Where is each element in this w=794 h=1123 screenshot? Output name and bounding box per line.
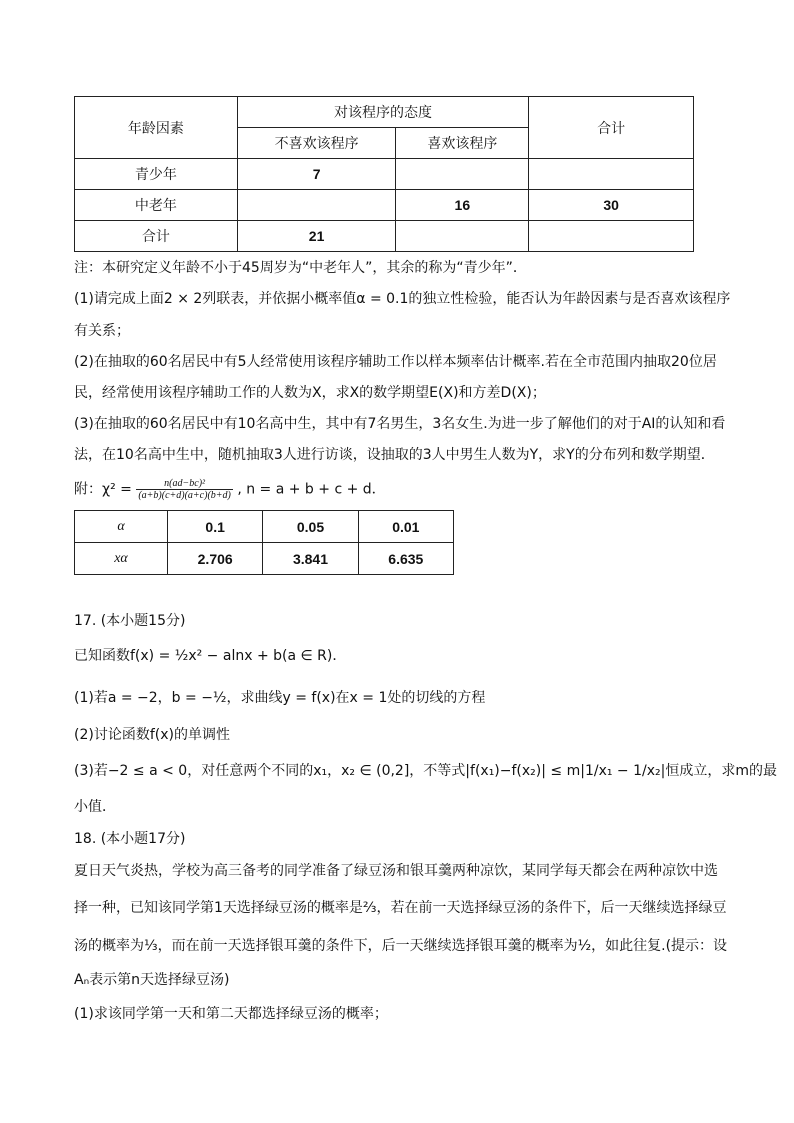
cell-like (396, 159, 529, 190)
problem-18-title: 18. (本小题17分) (74, 831, 186, 847)
problem-18-line4: Aₙ表示第n天选择绿豆汤) (74, 972, 230, 988)
formula-suffix: , n = a + b + c + d． (237, 481, 386, 498)
formula-denominator: (a+b)(c+d)(a+c)(b+d) (138, 490, 231, 501)
problem-18-line2: 择一种，已知该同学第1天选择绿豆汤的概率是⅔，若在前一天选择绿豆汤的条件下，后一天继续选择绿豆 (74, 900, 727, 916)
formula-numerator: n(ad−bc)² (136, 478, 233, 490)
row-label: 中老年 (75, 190, 238, 221)
x-alpha-label: xα (75, 543, 168, 575)
contingency-table (74, 96, 694, 252)
header-dislike: 不喜欢该程序 (237, 128, 396, 159)
question-16-2-line2: 民，经常使用该程序辅助工作的人数为X，求X的数学期望E(X)和方差D(X)； (74, 385, 546, 401)
x-alpha-value: 3.841 (263, 543, 358, 575)
cell-total (529, 221, 694, 252)
header-attitude: 对该程序的态度 (237, 97, 529, 128)
cell-like: 16 (396, 190, 529, 221)
header-total: 合计 (529, 97, 694, 159)
question-16-1-line1: (1)请完成上面2 × 2列联表，并依据小概率值α = 0.1的独立性检验，能否认为年龄因素与是否喜欢该程序 (74, 291, 731, 307)
row-label: 合计 (75, 221, 238, 252)
problem-17-q3-line1: (3)若−2 ≤ a < 0，对任意两个不同的x₁，x₂ ∈ (0,2]，不等式|f(x₁)−f(x₂)| ≤ m|1/x₁ − 1/x₂|恒成立，求m的最 (74, 763, 777, 779)
problem-18-q1: (1)求该同学第一天和第二天都选择绿豆汤的概率； (74, 1006, 388, 1022)
cell-dislike (237, 190, 396, 221)
cell-total: 30 (529, 190, 694, 221)
problem-17-q1: (1)若a = −2，b = −½，求曲线y = f(x)在x = 1处的切线的方程 (74, 690, 486, 706)
cell-like (396, 221, 529, 252)
alpha-value: 0.01 (358, 511, 453, 543)
question-16-3-line1: (3)在抽取的60名居民中有10名高中生，其中有7名男生，3名女生.为进一步了解他们的对于AI的认知和看 (74, 416, 726, 432)
header-like: 喜欢该程序 (396, 128, 529, 159)
table-row (75, 511, 454, 543)
question-16-3-line2: 法，在10名高中生中，随机抽取3人进行访谈，设抽取的3人中男生人数为Y，求Y的分布列和数学期望． (74, 447, 715, 463)
alpha-value: 0.1 (168, 511, 263, 543)
header-age-factor: 年龄因素 (75, 97, 238, 159)
question-16-2-line1: (2)在抽取的60名居民中有5人经常使用该程序辅助工作以样本频率估计概率.若在全市范围内抽取20位居 (74, 354, 717, 370)
problem-17-title: 17. (本小题15分) (74, 613, 186, 629)
problem-17-intro: 已知函数f(x) = ½x² − alnx + b(a ∈ R)． (74, 648, 347, 664)
note-text: 注：本研究定义年龄不小于45周岁为“中老年人”，其余的称为“青少年”． (74, 260, 527, 276)
formula-prefix: 附：χ² = (74, 481, 132, 498)
problem-18-line1: 夏日天气炎热，学校为高三备考的同学准备了绿豆汤和银耳羹两种凉饮，某同学每天都会在两种凉饮中选 (74, 863, 718, 879)
table-row (75, 543, 454, 575)
alpha-value: 0.05 (263, 511, 358, 543)
cell-dislike: 21 (237, 221, 396, 252)
alpha-label: α (75, 511, 168, 543)
formula-fraction (136, 478, 233, 501)
problem-17-q3-line2: 小值． (74, 799, 116, 815)
problem-18-line3: 汤的概率为⅓，而在前一天选择银耳羹的条件下，后一天继续选择银耳羹的概率为½，如此往复.(提示：设 (74, 938, 728, 954)
chi-square-formula (74, 478, 386, 501)
table-row (75, 190, 694, 221)
cell-total (529, 159, 694, 190)
row-label: 青少年 (75, 159, 238, 190)
table-header-row (75, 97, 694, 128)
x-alpha-value: 2.706 (168, 543, 263, 575)
problem-17-q2: (2)讨论函数f(x)的单调性 (74, 727, 230, 743)
critical-value-table (74, 510, 454, 575)
table-row (75, 159, 694, 190)
question-16-1-line2: 有关系； (74, 323, 130, 339)
cell-dislike: 7 (237, 159, 396, 190)
table-row (75, 221, 694, 252)
x-alpha-value: 6.635 (358, 543, 453, 575)
